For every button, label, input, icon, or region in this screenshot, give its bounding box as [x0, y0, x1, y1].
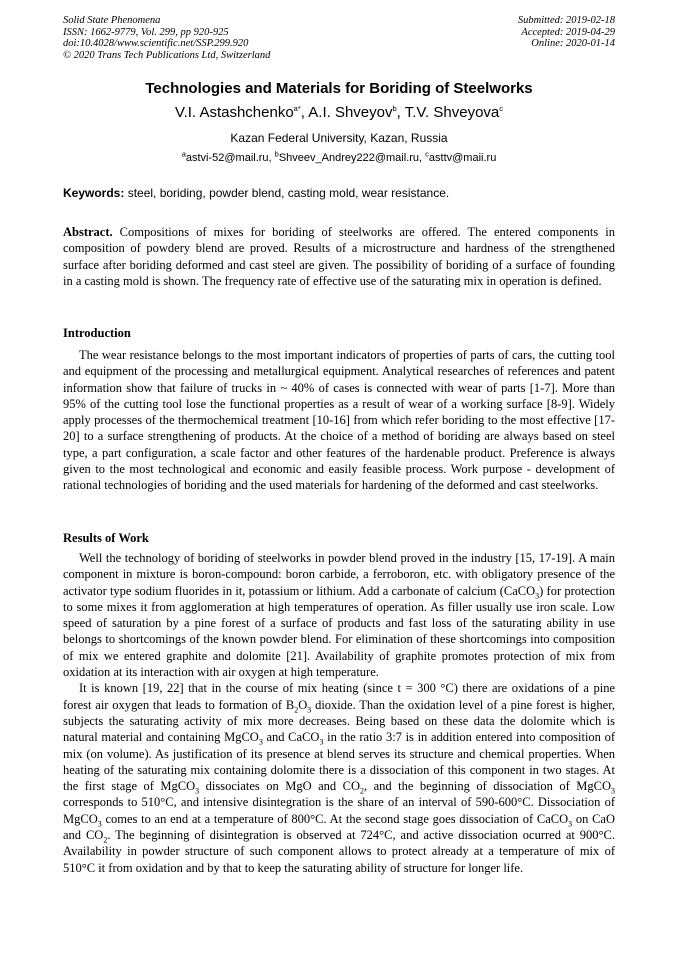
author-affil-mark: c: [499, 104, 504, 113]
results-paragraph-1: Well the technology of boriding of steelworks in powder blend proved in the industry [15, 17-19]. A main component in mixture is boron-compound: boron carbide, a ferroboron, etc. with obligatory presence of the activator type sodium fluorides in it, potassium or lithium. Add a carbonate of calcium (CaCO$_3$) for protection to some mixes it from agglomeration at high temperatures of operation. As filler usually use iron scale. Low speed of saturation by a pine forest of a surface of products and fast loss of the saturating ability in use belongs to shortcomings of the known powder blend. For elimination of these shortcomings into composition of mix we entered graphite and dolomite [21]. Availability of graphite promotes protection of mix from oxidation at its interaction with air oxygen at high temperature.: [63, 551, 616, 680]
journal-header: [63, 15, 270, 61]
author-name: V.I. Astashchenko: [174, 104, 294, 121]
results-section: [63, 550, 615, 876]
abstract-label: Abstract.: [63, 225, 113, 239]
results-heading: Results of Work: [63, 531, 149, 545]
doi-line[interactable]: doi:10.4028/www.scientific.net/SSP.299.920: [63, 38, 249, 49]
author-name: A.I. Shveyov: [308, 104, 393, 121]
submitted-date: Submitted: 2019-02-18: [517, 15, 615, 26]
author-list: [0, 104, 678, 121]
email-link[interactable]: astvi-52@mail.ru,: [185, 152, 275, 164]
author-affil-mark: b: [392, 104, 397, 113]
abstract: [63, 224, 615, 289]
email-link[interactable]: Shveev_Andrey222@mail.ru,: [278, 152, 426, 164]
journal-name: Solid State Phenomena: [63, 15, 161, 26]
dates-header: [518, 15, 615, 50]
abstract-text: Compositions of mixes for boriding of steelworks are offered. The entered components in composition of powdery blend are proved. Results of a microstructure and hardness of the strengthened surface after boriding deformed and cast steel are given. The possibility of boriding of a surface of founding in a casting mold is shown. The frequency rate of effective use of the saturating mix in operation is defined.: [63, 225, 615, 288]
keywords-label: Keywords:: [63, 186, 125, 200]
author-separator: ,: [396, 104, 405, 121]
affiliation: Kazan Federal University, Kazan, Russia: [230, 131, 448, 145]
copyright-line: © 2020 Trans Tech Publications Ltd, Switzerland: [63, 49, 271, 61]
online-date: Online: 2020-01-14: [531, 38, 615, 49]
email-mark: a: [181, 149, 186, 159]
email-list: [0, 149, 678, 164]
keywords: [63, 186, 615, 200]
paper-title: Technologies and Materials for Boriding of Steelworks: [145, 80, 533, 97]
email-mark: b: [274, 149, 279, 159]
keywords-text: steel, boriding, powder blend, casting mold, wear resistance.: [124, 186, 450, 200]
introduction-heading: Introduction: [63, 326, 131, 340]
author-affil-mark: a*: [293, 104, 301, 113]
introduction-paragraph: The wear resistance belongs to the most important indicators of properties of parts of cars, the cutting tool and equipment of the processing and metallurgical equipment. Analytical researches of references and patent information show that failure of trucks in ~ 40% of cases is connected with wear of parts [1-7]. More than 95% of the cutting tool lose the functional properties as a result of wear of a working surface [8-9]. Widely apply processes of the thermochemical treatment [10-16] from which refer boriding to the most effective [17-20] to a surface strengthening of products. At the choice of a method of boriding are always based on steel type, a part configuration, a scale factor and other features of the hardenable product. Preference is always given to the most technological and economic and easily feasible process. Work purpose - development of rational technologies of boriding and the used materials for hardening of the deformed and cast steelworks.: [63, 348, 615, 493]
accepted-date: Accepted: 2019-04-29: [521, 26, 615, 38]
email-mark: c: [425, 149, 429, 159]
author-name: T.V. Shveyova: [404, 104, 500, 121]
author-separator: ,: [300, 104, 309, 121]
issn-line: ISSN: 1662-9779, Vol. 299, pp 920-925: [63, 26, 229, 38]
email-link[interactable]: asttv@maii.ru: [428, 152, 497, 164]
results-paragraph-2: It is known [19, 22] that in the course of mix heating (since t = 300 °C) there are oxidations of a pine forest air oxygen that leads to formation of $B_2O_3$ dioxide. Than the oxidation level of a pine forest is higher, subjects the saturating activity of mix more decreases. Being based on these data the dolomite which is natural material and containing MgCO$_3$ and CaCO$_3$ in the ratio 3:7 is in addition entered into composition of mix (on volume). As justification of its presence at blend serves its structure and chemical properties. When heating of the saturating mix containing dolomite there is a dissociation of this component in two stages. At the first stage of MgCO$_3$ dissociates on MgO and $CO_2$, and the beginning of dissociation of MgCO$_3$ corresponds to 510°C, and intensive disintegration is the share of an interval of 590-600°C. Dissociation of MgCO$_3$ comes to an end at a temperature of 800°C. At the second stage goes dissociation of CaCO$_3$ on CaO and $CO_2$. The beginning of disintegration is observed at 724°C, and active dissociation ocurred at 900°C. Availability in powder structure of such component allows to protect already at a temperature of mix of 510°C it from oxidation and by that to keep the saturating ability of structure for longer life.: [63, 681, 616, 875]
